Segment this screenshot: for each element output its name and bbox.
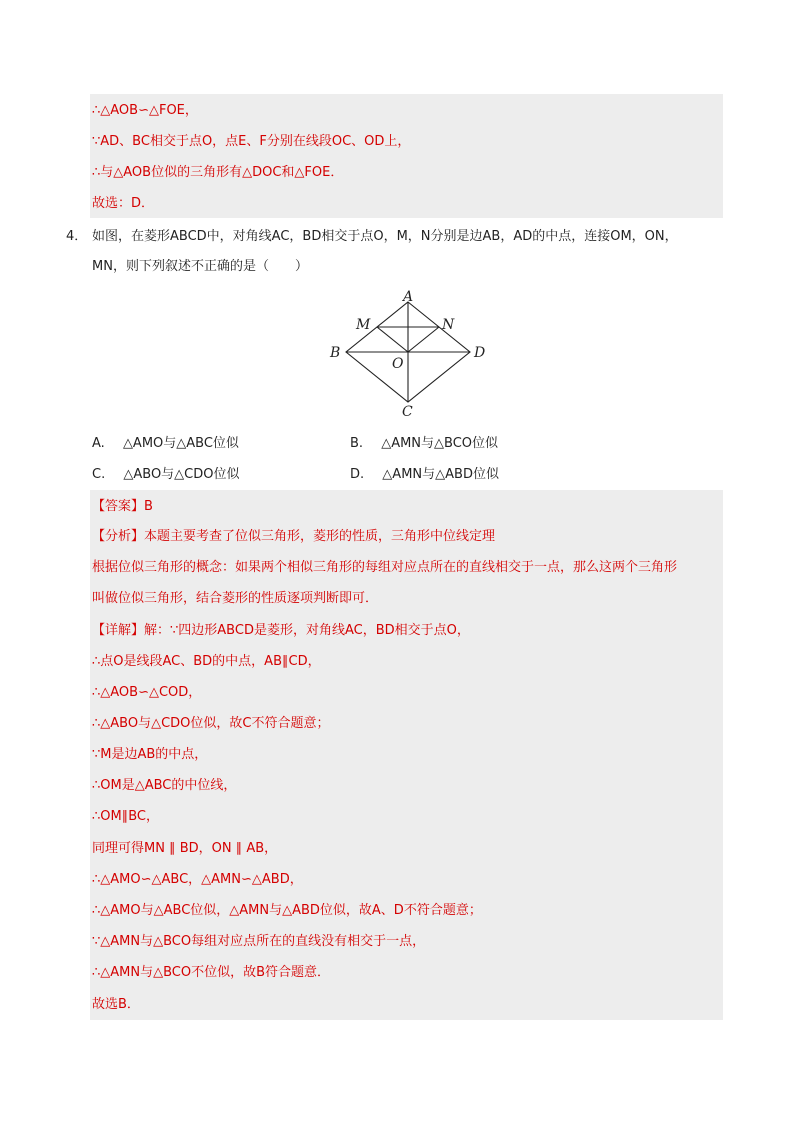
detail-line-5: ∵M是边AB的中点， xyxy=(92,747,208,762)
detail-line-1 xyxy=(92,621,470,641)
segment-on xyxy=(408,327,439,352)
label-b: B xyxy=(330,345,341,361)
rhombus-diagram xyxy=(322,286,492,420)
option-c-text: △ABO与△CDO位似 xyxy=(123,467,240,482)
detail-text: 解：∵四边形ABCD是菱形，对角线AC，BD相交于点O， xyxy=(144,623,470,638)
question-text-line-2: MN，则下列叙述不正确的是（ ） xyxy=(92,259,308,274)
detail-line-13: 故选B． xyxy=(92,997,140,1012)
segment-om xyxy=(377,327,408,352)
option-b-text: △AMN与△BCO位似 xyxy=(381,436,499,451)
detail-line-12: ∴△AMN与△BCO不位似，故B符合题意． xyxy=(92,965,331,980)
option-c-key: C. xyxy=(92,467,106,482)
option-d-text: △AMN与△ABD位似 xyxy=(382,467,499,482)
answer-line xyxy=(92,497,153,517)
detail-line-11: ∵△AMN与△BCO每组对应点所在的直线没有相交于一点， xyxy=(92,934,426,949)
detail-line-10: ∴△AMO与△ABC位似，△AMN与△ABD位似，故A、D不符合题意； xyxy=(92,903,482,918)
analysis-text: 本题主要考查了位似三角形，菱形的性质，三角形中位线定理 xyxy=(144,529,496,544)
option-a-key: A. xyxy=(92,436,105,451)
detail-line-7: ∴OM∥BC， xyxy=(92,809,159,824)
label-o: O xyxy=(392,356,404,372)
prev-solution-line-3: ∴与△AOB位似的三角形有△DOC和△FOE． xyxy=(92,165,344,180)
detail-line-9: ∴△AMO∽△ABC，△AMN∽△ABD， xyxy=(92,872,303,887)
answer-value: B xyxy=(144,499,153,514)
option-b-key: B. xyxy=(350,436,364,451)
option-a xyxy=(92,434,239,454)
label-c: C xyxy=(402,404,413,420)
option-c xyxy=(92,465,240,485)
analysis-line-2: 根据位似三角形的概念：如果两个相似三角形的每组对应点所在的直线相交于一点，那么这两个三角形 xyxy=(92,560,678,575)
prev-solution-line-4: 故选：D． xyxy=(92,196,155,211)
detail-line-3: ∴△AOB∽△COD， xyxy=(92,685,202,700)
label-a: A xyxy=(403,289,414,305)
detail-line-6: ∴OM是△ABC的中位线， xyxy=(92,778,237,793)
label-n: N xyxy=(442,317,455,333)
detail-line-2: ∴点O是线段AC、BD的中点，AB∥CD， xyxy=(92,654,321,669)
detail-line-4: ∴△ABO与△CDO位似，故C不符合题意； xyxy=(92,716,330,731)
rhombus-figure xyxy=(322,286,492,420)
option-a-text: △AMO与△ABC位似 xyxy=(122,436,239,451)
label-m: M xyxy=(356,317,371,333)
analysis-line-1 xyxy=(92,527,495,547)
detail-tag: 【详解】 xyxy=(92,623,145,638)
prev-solution-line-2: ∵AD、BC相交于点O，点E、F分别在线段OC、OD上， xyxy=(92,134,411,149)
label-d: D xyxy=(474,345,486,361)
question-number: 4． xyxy=(66,229,88,244)
option-d-key: D. xyxy=(350,467,365,482)
analysis-tag: 【分析】 xyxy=(92,529,145,544)
analysis-line-3: 叫做位似三角形，结合菱形的性质逐项判断即可． xyxy=(92,591,379,606)
option-d xyxy=(350,465,499,485)
answer-tag: 【答案】 xyxy=(92,499,145,514)
question-text-line-1: 如图，在菱形ABCD中，对角线AC，BD相交于点O，M，N分别是边AB，AD的中点，连接OM，ON， xyxy=(92,229,678,244)
prev-solution-line-1: ∴△AOB∽△FOE， xyxy=(92,103,198,118)
detail-line-8: 同理可得MN ∥ BD，ON ∥ AB， xyxy=(92,841,278,856)
option-b xyxy=(350,434,498,454)
